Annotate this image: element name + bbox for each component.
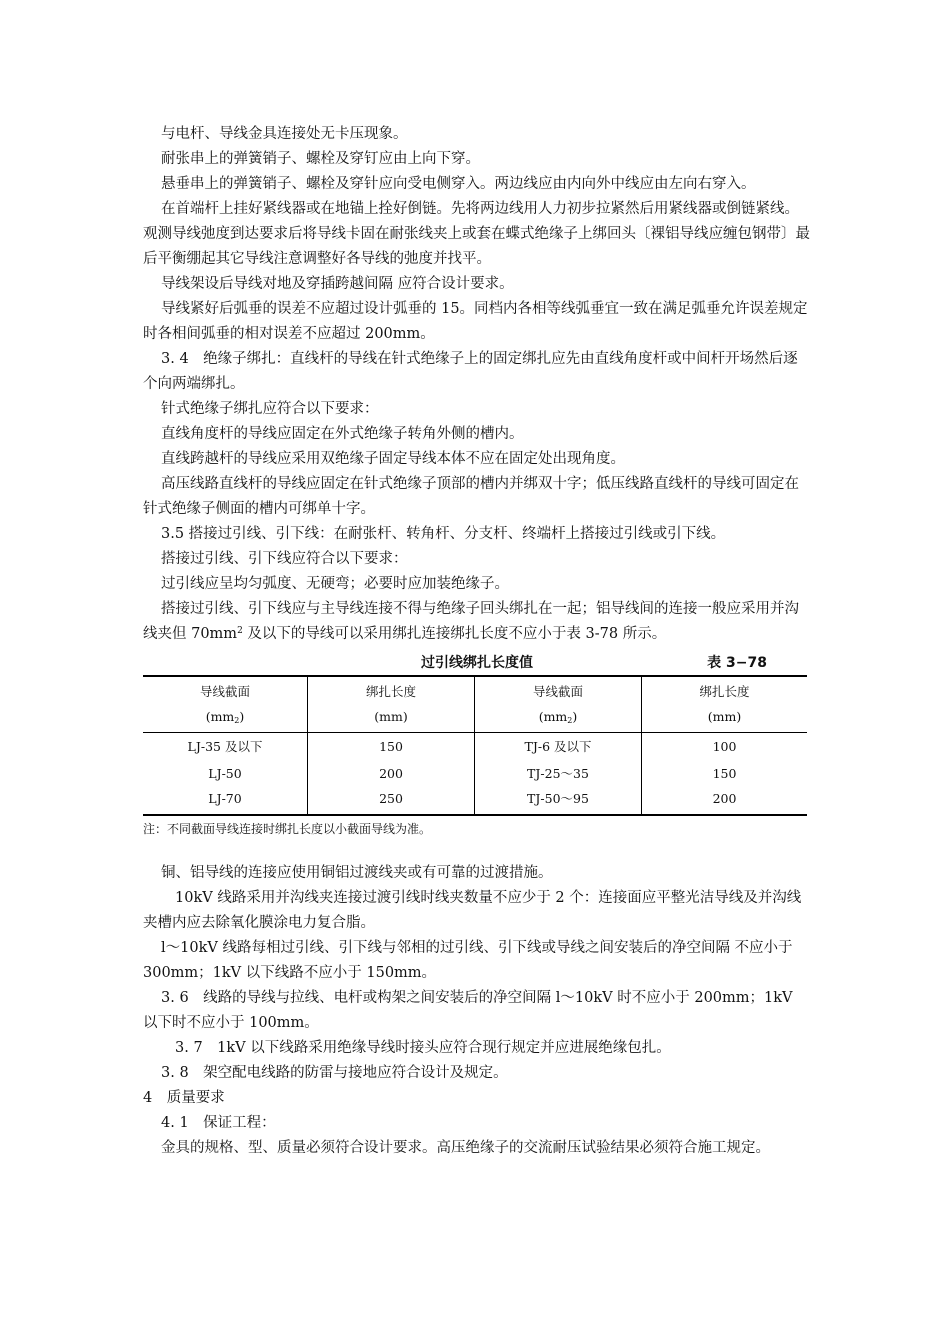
section-3-6-paragraph: 3. 6 线路的导线与拉线、电杆或构架之间安装后的净空间隔 l～10kV 时不应小于 200mm；1kV 以下时不应小于 100mm。	[143, 989, 793, 1031]
paragraph: 在首端杆上挂好紧线器或在地锚上拴好倒链。先将两边线用人力初步拉紧然后用紧线器或倒链紧线。观测导线弛度到达要求后将导线卡固在耐张线夹上或套在蝶式绝缘子上绑回头〔裸铝导线应缠包钢带〕最后平衡绷起其它导线注意调整好各导线的弛度并找平。	[143, 201, 810, 267]
header-cell: 导线截面	[475, 676, 642, 704]
table-unit-row	[143, 704, 807, 733]
table-cell: 100	[642, 733, 808, 761]
paragraph: 高压线路直线杆的导线应固定在针式绝缘子顶部的槽内并绑双十字；低压线路直线杆的导线可固定在针式绝缘子侧面的槽内可绑单十字。	[143, 476, 799, 517]
header-cell: 导线截面	[199, 684, 250, 699]
unit-subscript: 2	[234, 716, 240, 725]
header-cell: 绑扎长度	[642, 676, 808, 704]
unit-subscript: 2	[567, 716, 573, 725]
table-cell: LJ-50	[208, 765, 242, 781]
subsection-heading: 4. 1 保证工程：	[161, 1114, 276, 1131]
header-cell: 绑扎长度	[308, 676, 475, 704]
section-heading: 4 质量要求	[143, 1089, 225, 1106]
table-cell: LJ-35 及以下	[187, 739, 263, 755]
table-cell: 200	[642, 786, 808, 815]
paragraph: 过引线应呈均匀弧度、无硬弯；必要时应加装绝缘子。	[161, 576, 509, 592]
table-title: 过引线绑扎长度值	[421, 655, 533, 671]
paragraph: 搭接过引线、引下线应符合以下要求：	[161, 551, 408, 567]
section-3-7-paragraph: 3. 7 1kV 以下线路采用绝缘导线时接头应符合现行规定并应进展绝缘包扎。	[175, 1039, 671, 1056]
table-row	[143, 761, 807, 786]
table-row	[143, 786, 807, 815]
paragraph: 针式绝缘子绑扎应符合以下要求：	[161, 401, 379, 417]
table-cell: 150	[642, 761, 808, 786]
table-cell: 200	[308, 761, 475, 786]
superscript: 2	[237, 626, 243, 636]
section-3-5-paragraph: 3.5 搭接过引线、引下线：在耐张杆、转角杆、分支杆、终端杆上搭接过引线或引下线。	[161, 526, 726, 542]
paragraph: 导线紧好后弧垂的误差不应超过设计弧垂的 15。同档内各相等线弧垂宜一致在满足弧垂允许误差规定时各相间弧垂的相对误差不应超过 200mm。	[143, 301, 808, 342]
unit-text: (mm)	[374, 709, 408, 724]
unit-text: )	[572, 709, 578, 724]
table-cell: 150	[308, 733, 475, 761]
table-caption	[143, 649, 811, 675]
paragraph: 10kV 线路采用并沟线夹连接过渡引线时线夹数量不应少于 2 个：连接面应平整光洁导线及并沟线夹槽内应去除氧化膜涂电力复合脂。	[143, 889, 802, 931]
paragraph-with-superscript	[143, 597, 811, 647]
table-cell: TJ-6 及以下	[475, 733, 642, 761]
section-3-8-paragraph: 3. 8 架空配电线路的防雷与接地应符合设计及规定。	[161, 1064, 508, 1081]
paragraph: 直线角度杆的导线应固定在外式绝缘子转角外侧的槽内。	[161, 426, 524, 442]
paragraph: 悬垂串上的弹簧销子、螺栓及穿针应向受电侧穿入。两边线应由内向外中线应由左向右穿入。	[161, 176, 756, 192]
unit-text: )	[239, 709, 245, 724]
table-cell: TJ-50～95	[475, 786, 642, 815]
text: 搭接过引线、引下线应与主导线连接不得与绝缘子回头绑扎在一起；铝导线间的连接一般应采用并沟线夹但 70mm	[143, 601, 799, 642]
paragraph: 直线跨越杆的导线应采用双绝缘子固定导线本体不应在固定处出现角度。	[161, 451, 625, 467]
paragraph: 耐张串上的弹簧销子、螺栓及穿钉应由上向下穿。	[161, 151, 480, 167]
unit-cell	[308, 704, 475, 733]
paragraph: 导线架设后导线对地及穿插跨越间隔 应符合设计要求。	[161, 276, 514, 292]
unit-text: (mm	[205, 709, 235, 724]
table-note: 注：不同截面导线连接时绑扎长度以小截面导线为准。	[143, 821, 432, 836]
unit-cell	[642, 704, 808, 733]
paragraph: 与电杆、导线金具连接处无卡压现象。	[161, 126, 408, 142]
table-cell: LJ-70	[208, 790, 242, 806]
paragraph: 铜、铝导线的连接应使用铜铝过渡线夹或有可靠的过渡措施。	[161, 864, 553, 881]
unit-text: (mm)	[707, 709, 742, 724]
table-row	[143, 733, 807, 761]
paragraph: 金具的规格、型、质量必须符合设计要求。高压绝缘子的交流耐压试验结果必须符合施工规定。	[161, 1139, 770, 1156]
unit-text: (mm	[538, 709, 568, 724]
table-header-row	[143, 676, 807, 704]
text: 及以下的导线可以采用绑扎连接绑扎长度不应小于表 3-78 所示。	[242, 626, 667, 642]
paragraph: l～10kV 线路每相过引线、引下线与邻相的过引线、引下线或导线之间安装后的净空间隔 不应小于 300mm；1kV 以下线路不应小于 150mm。	[143, 939, 793, 981]
unit-cell	[475, 704, 642, 733]
section-3-4-paragraph: 3. 4 绝缘子绑扎：直线杆的导线在针式绝缘子上的固定绑扎应先由直线角度杆或中间杆开场然后逐个向两端绑扎。	[143, 351, 798, 392]
binding-length-table	[143, 675, 807, 816]
table-number: 表 3−78	[707, 655, 767, 671]
table-cell: TJ-25～35	[475, 761, 642, 786]
unit-cell	[143, 704, 308, 733]
document-body	[143, 122, 811, 1161]
table-cell: 250	[308, 786, 475, 815]
